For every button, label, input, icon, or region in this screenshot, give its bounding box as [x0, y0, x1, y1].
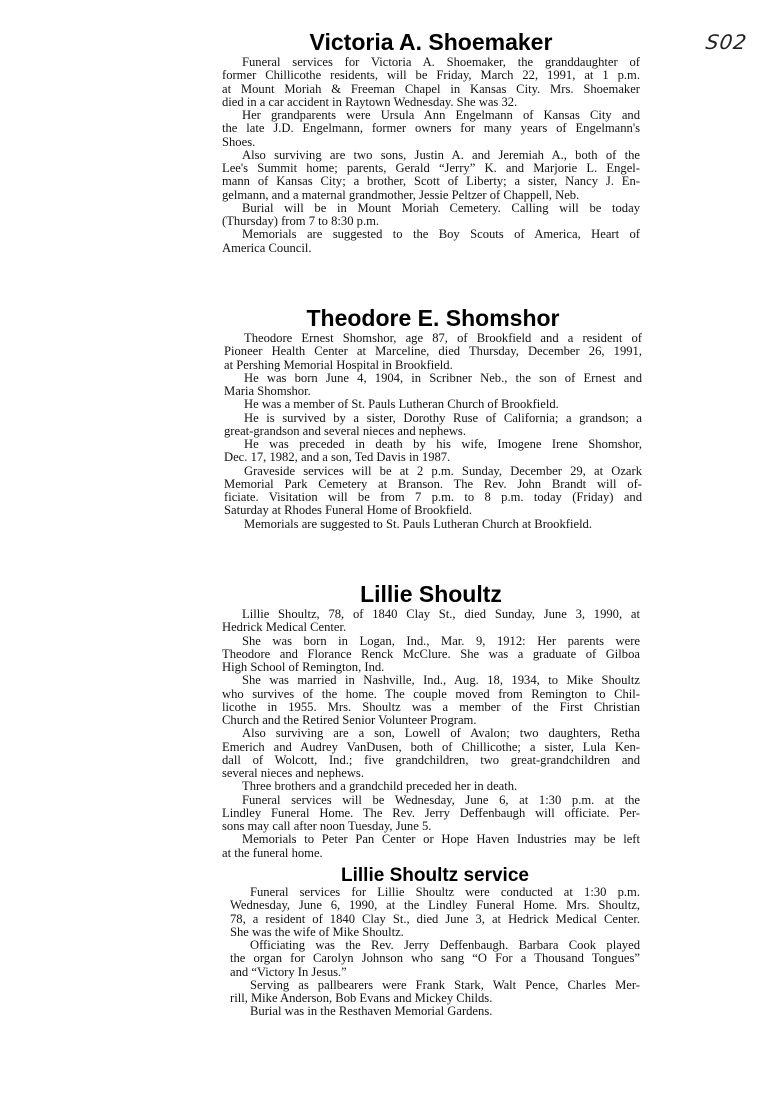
text-line: the organ for Carolyn Johnson who sang “O For a Thousand Tongues”	[230, 951, 640, 966]
obituary-paragraph	[230, 979, 640, 1006]
obituary-title: Victoria A. Shoemaker	[309, 29, 553, 55]
obituary-lillie-shoultz	[222, 580, 640, 860]
text-line: Funeral services for Lillie Shoultz were conducted at 1:30 p.m.	[250, 885, 640, 899]
obituary-paragraph	[222, 149, 640, 202]
obituary-paragraph	[222, 794, 640, 834]
text-line: who survives of the home. The couple moved from Remington to Chil-	[222, 686, 640, 701]
text-line: Hedrick Medical Center.	[222, 620, 347, 635]
text-line: dall of Wolcott, Ind.; five grandchildren, two great-grandchildren and	[222, 752, 640, 767]
obituary-title: Lillie Shoultz service	[341, 865, 529, 886]
obituary-paragraph	[222, 56, 640, 109]
obituary-paragraph	[222, 833, 640, 860]
obituary-paragraph	[224, 398, 642, 411]
text-line: Maria Shomshor.	[224, 384, 311, 398]
text-line: at the funeral home.	[222, 845, 323, 860]
obituary-paragraph	[224, 412, 642, 439]
text-line: Wednesday, June 6, 1990, at the Lindley Funeral Home. Mrs. Shoultz,	[230, 898, 640, 913]
text-line: Also surviving are a son, Lowell of Avalon; two daughters, Retha	[242, 726, 640, 741]
text-line: rill, Mike Anderson, Bob Evans and Mickey Childs.	[230, 991, 493, 1005]
text-line: She was the wife of Mike Shoultz.	[230, 924, 404, 939]
text-line: Funeral services will be Wednesday, June 6, at 1:30 p.m. at the	[242, 792, 640, 807]
text-line: She was married in Nashville, Ind., Aug. 18, 1934, to Mike Shoultz	[242, 673, 640, 688]
text-line: died in a car accident in Raytown Wednesday. She was 32.	[222, 94, 518, 109]
obituary-paragraph	[222, 635, 640, 675]
obituary-paragraph	[224, 372, 642, 399]
text-line: Three brothers and a grandchild preceded her in death.	[242, 779, 518, 794]
text-line: Shoes.	[222, 134, 256, 149]
obituary-theodore-shomshor	[224, 304, 642, 531]
text-line: Saturday at Rhodes Funeral Home of Brookfield.	[224, 503, 472, 518]
text-line: Lindley Funeral Home. The Rev. Jerry Deffenbaugh will officiate. Per-	[222, 805, 640, 820]
text-line: great-grandson and several nieces and nephews.	[224, 423, 466, 438]
text-line: Memorials are suggested to St. Pauls Lutheran Church at Brookfield.	[244, 516, 593, 531]
text-line: Burial was in the Resthaven Memorial Gardens.	[250, 1004, 493, 1019]
text-line: He was born June 4, 1904, in Scribner Neb., the son of Ernest and	[244, 370, 642, 385]
obituary-paragraph	[224, 465, 642, 518]
obituary-paragraph	[230, 886, 640, 939]
text-line: licothe in 1955. Mrs. Shoultz was a member of the First Christian	[222, 699, 640, 714]
obituary-paragraph	[222, 228, 640, 255]
text-line: Officiating was the Rev. Jerry Deffenbaugh. Barbara Cook played	[250, 938, 640, 952]
text-line: He was a member of St. Pauls Lutheran Church of Brookfield.	[244, 397, 559, 412]
text-line: High School of Remington, Ind.	[222, 660, 385, 674]
text-line: Theodore Ernest Shomshor, age 87, of Brookfield and a resident of	[244, 331, 642, 345]
text-line: Funeral services for Victoria A. Shoemaker, the granddaughter of	[242, 55, 640, 69]
text-line: Pioneer Health Center at Marceline, died Thursday, December 26, 1991,	[224, 344, 642, 359]
text-line: mann of Kansas City; a brother, Scott of Liberty; a sister, Nancy J. En-	[222, 174, 640, 189]
text-line: ficiate. Visitation will be from 7 p.m. to 8 p.m. today (Friday) and	[224, 490, 642, 504]
text-line: Church and the Retired Senior Volunteer Program.	[222, 713, 477, 727]
text-line: Dec. 17, 1982, and a son, Ted Davis in 1987.	[224, 450, 451, 465]
text-line: at Mount Moriah & Freeman Chapel in Kansas City. Mrs. Shoemaker	[222, 81, 640, 96]
text-line: and “Victory In Jesus.”	[230, 964, 347, 979]
text-line: Burial will be in Mount Moriah Cemetery. Calling will be today	[242, 200, 640, 215]
text-line: the late J.D. Engelmann, former owners for many years of Engelmann's	[222, 121, 640, 136]
text-line: He is survived by a sister, Dorothy Ruse of California; a grandson; a	[244, 410, 642, 425]
text-line: 78, a resident of 1840 Clay St., died June 3, at Hedrick Medical Center.	[230, 911, 640, 926]
obituary-title: Lillie Shoultz	[360, 581, 502, 607]
text-line: Memorial Park Cemetery at Branson. The Rev. John Brandt will of-	[224, 476, 642, 491]
obituary-paragraph	[222, 109, 640, 149]
obituary-paragraph	[222, 202, 640, 229]
obituary-paragraph	[224, 332, 642, 372]
obituary-victoria-shoemaker	[222, 28, 640, 255]
text-line: Memorials are suggested to the Boy Scouts of America, Heart of	[242, 227, 640, 242]
text-line: gelmann, and a maternal grandmother, Jessie Peltzer of Chappell, Neb.	[222, 187, 580, 202]
text-line: Theodore and Florance Renck McClure. She was a graduate of Gilboa	[222, 646, 640, 661]
text-line: She was born in Logan, Ind., Mar. 9, 1912: Her parents were	[242, 633, 640, 648]
obituary-paragraph	[230, 939, 640, 979]
text-line: Emerich and Audrey VanDusen, both of Chillicothe; a sister, Lula Ken-	[222, 739, 640, 754]
text-line: America Council.	[222, 240, 312, 255]
text-line: Graveside services will be at 2 p.m. Sunday, December 29, at Ozark	[244, 463, 642, 478]
text-line: Memorials to Peter Pan Center or Hope Haven Industries may be left	[242, 832, 640, 847]
handwritten-page-mark: S02	[704, 30, 749, 54]
text-line: several nieces and nephews.	[222, 766, 364, 780]
text-line: sons may call after noon Tuesday, June 5.	[222, 819, 432, 833]
obituary-paragraph	[222, 727, 640, 780]
text-line: He was preceded in death by his wife, Imogene Irene Shomshor,	[244, 437, 642, 451]
text-line: Her grandparents were Ursula Ann Engelmann of Kansas City and	[242, 108, 640, 122]
text-line: Lee's Summit home; parents, Gerald “Jerry” K. and Marjorie L. Engel-	[222, 161, 640, 175]
text-line: Also surviving are two sons, Justin A. and Jeremiah A., both of the	[242, 147, 640, 162]
obituary-paragraph	[224, 438, 642, 465]
obituary-paragraph	[222, 674, 640, 727]
obituary-paragraph	[222, 608, 640, 635]
obituary-title: Theodore E. Shomshor	[306, 305, 560, 331]
obituary-lillie-shoultz-service	[230, 866, 640, 1019]
text-line: Serving as pallbearers were Frank Stark, Walt Pence, Charles Mer-	[250, 977, 640, 992]
obituary-paragraph	[222, 780, 640, 793]
obituary-paragraph	[230, 1005, 640, 1018]
text-line: Lillie Shoultz, 78, of 1840 Clay St., died Sunday, June 3, 1990, at	[242, 607, 640, 621]
text-line: (Thursday) from 7 to 8:30 p.m.	[222, 214, 380, 228]
text-line: former Chillicothe residents, will be Friday, March 22, 1991, at 1 p.m.	[222, 68, 640, 83]
text-line: at Pershing Memorial Hospital in Brookfield.	[224, 357, 453, 372]
obituary-paragraph	[224, 518, 642, 531]
